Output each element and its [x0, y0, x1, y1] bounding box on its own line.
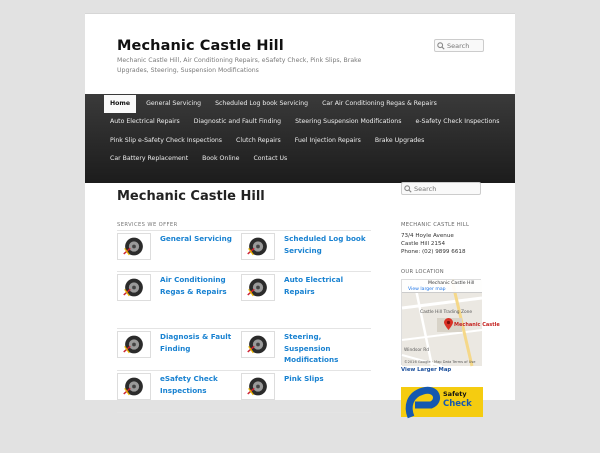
- nav-battery-replacement[interactable]: Car Battery Replacement: [110, 155, 189, 162]
- nav-scheduled-log-book[interactable]: Scheduled Log book Servicing: [215, 100, 309, 107]
- services-row: [117, 328, 371, 369]
- map-info-bar: [402, 280, 482, 293]
- service-link[interactable]: Diagnosis & Fault Finding: [160, 332, 232, 353]
- service-link[interactable]: Pink Slips: [284, 374, 324, 383]
- service-item: [117, 373, 242, 411]
- map-street-label: Castle Hill Trading Zone: [420, 310, 473, 315]
- service-link[interactable]: General Servicing: [160, 234, 232, 243]
- phone-line: Phone: (02) 9899 6618: [401, 249, 466, 255]
- tyre-tools-icon: [120, 277, 148, 298]
- location-map[interactable]: [401, 279, 500, 365]
- map-attribution: ©2016 Google · Map Data Terms of Use: [404, 360, 476, 364]
- service-thumbnail[interactable]: [117, 331, 151, 358]
- tyre-tools-icon: [244, 236, 272, 257]
- service-item: [117, 331, 242, 369]
- service-link[interactable]: Steering, Suspension Modifications: [284, 332, 339, 364]
- service-thumbnail[interactable]: [117, 373, 151, 400]
- service-thumbnail[interactable]: [241, 373, 275, 400]
- ad-text-check: Check: [443, 399, 472, 409]
- site-description: Mechanic Castle Hill, Air Conditioning Repairs, eSafety Check, Pink Slips, Brake Upgrades, Steering, Suspension Modifications: [117, 57, 362, 74]
- view-larger-map-link[interactable]: View Larger Map: [401, 367, 452, 373]
- map-tooltip-text: Mechanic Castle Hill: [428, 281, 475, 286]
- map-view-larger-link[interactable]: View larger map: [408, 287, 446, 292]
- service-link[interactable]: Auto Electrical Repairs: [284, 275, 344, 296]
- service-thumbnail[interactable]: [241, 233, 275, 260]
- tyre-tools-icon: [244, 376, 272, 397]
- service-thumbnail[interactable]: [241, 331, 275, 358]
- address-line: 73/4 Hoyle Avenue: [401, 233, 454, 239]
- services-row: [117, 230, 371, 271]
- nav-air-conditioning[interactable]: Car Air Conditioning Regas & Repairs: [322, 100, 437, 107]
- site-title[interactable]: Mechanic Castle Hill: [117, 38, 284, 54]
- nav-esafety-check[interactable]: e-Safety Check Inspections: [415, 118, 500, 125]
- nav-brake-upgrades[interactable]: Brake Upgrades: [374, 137, 425, 144]
- map-marker-icon[interactable]: [444, 318, 453, 330]
- service-thumbnail[interactable]: [241, 274, 275, 301]
- nav-row: [110, 113, 513, 131]
- service-link[interactable]: Air Conditioning Regas & Repairs: [160, 275, 227, 296]
- main-nav: [85, 94, 515, 183]
- nav-pink-slip[interactable]: Pink Slip e-Safety Check Inspections: [110, 137, 223, 144]
- service-item: [117, 233, 242, 271]
- service-item: [241, 373, 366, 411]
- service-thumbnail[interactable]: [117, 274, 151, 301]
- nav-row: [110, 150, 301, 168]
- business-heading: MECHANIC CASTLE HILL: [401, 222, 470, 228]
- address-line: Castle Hill 2154: [401, 241, 446, 247]
- tyre-tools-icon: [244, 334, 272, 355]
- nav-general-servicing[interactable]: General Servicing: [146, 100, 202, 107]
- nav-home[interactable]: Home: [104, 95, 136, 113]
- nav-book-online[interactable]: Book Online: [202, 155, 240, 162]
- service-thumbnail[interactable]: [117, 233, 151, 260]
- map-street-label: Windsor Rd: [404, 348, 430, 353]
- services-heading: SERVICES WE OFFER: [117, 222, 178, 228]
- service-link[interactable]: eSafety Check Inspections: [160, 374, 218, 395]
- services-row: [117, 271, 371, 312]
- service-item: [117, 274, 242, 312]
- page: [85, 13, 515, 409]
- search-icon: [437, 42, 445, 50]
- sidebar-search-input[interactable]: [401, 182, 481, 195]
- nav-row: [110, 132, 438, 150]
- tyre-tools-icon: [120, 376, 148, 397]
- nav-auto-electrical[interactable]: Auto Electrical Repairs: [110, 118, 180, 125]
- search-icon: [404, 185, 412, 193]
- nav-row: [110, 95, 451, 113]
- service-item: [241, 331, 366, 369]
- nav-steering-suspension[interactable]: Steering Suspension Modifications: [295, 118, 402, 125]
- services-divider: [117, 412, 371, 453]
- nav-diagnostic[interactable]: Diagnostic and Fault Finding: [193, 118, 282, 125]
- nav-clutch-repairs[interactable]: Clutch Repairs: [236, 137, 281, 144]
- nav-fuel-injection[interactable]: Fuel Injection Repairs: [294, 137, 361, 144]
- service-item: [241, 274, 366, 312]
- page-title: Mechanic Castle Hill: [117, 189, 265, 204]
- service-item: [241, 233, 366, 271]
- tyre-tools-icon: [120, 236, 148, 257]
- service-link[interactable]: Scheduled Log book Servicing: [284, 234, 366, 255]
- esafety-ad[interactable]: [401, 387, 483, 417]
- nav-contact-us[interactable]: Contact Us: [253, 155, 288, 162]
- map-marker-label: Mechanic Castle: [454, 322, 500, 328]
- location-heading: OUR LOCATION: [401, 269, 444, 275]
- tyre-tools-icon: [120, 334, 148, 355]
- tyre-tools-icon: [244, 277, 272, 298]
- services-row: [117, 370, 371, 411]
- ad-text-safety: Safety: [443, 390, 467, 398]
